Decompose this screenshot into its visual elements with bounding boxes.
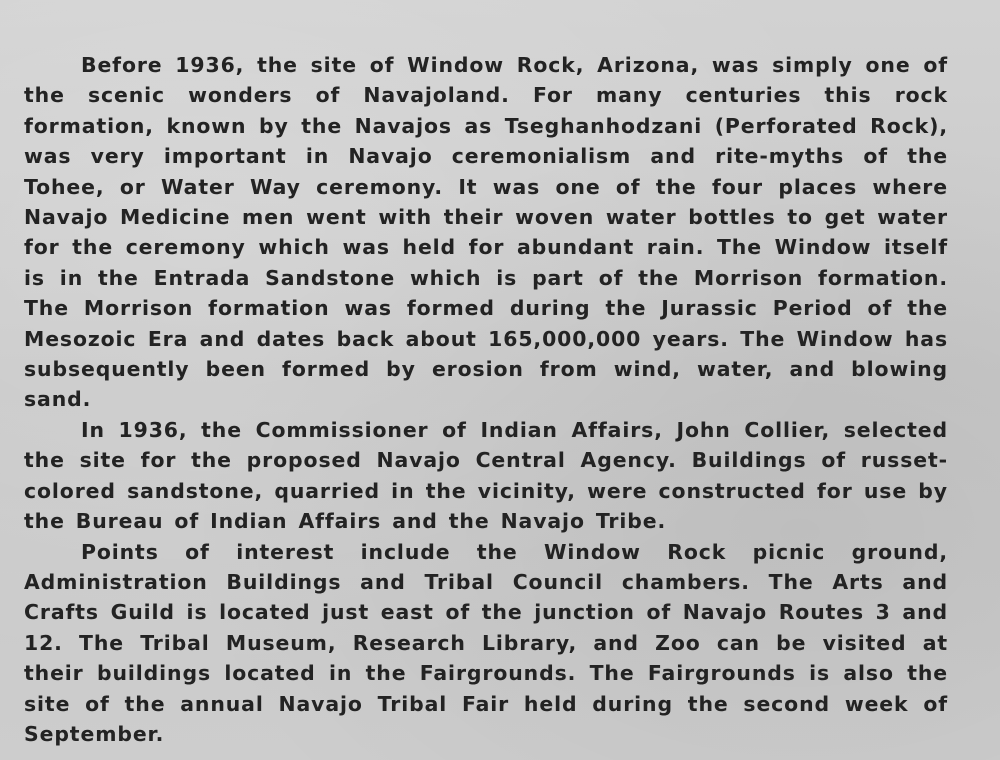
paragraph-points-of-interest: Points of interest include the Window Rock picnic ground, Administration Buildings and Tribal Council chambers. The Arts and Crafts Guild is located just east of the junction of Navajo Routes 3 and 12. The Tribal Museum, Research Library, and Zoo can be visited at their buildings located in the Fairgrounds. The Fairgrounds is also the site of the annual Navajo Tribal Fair held during the second week of September. xyxy=(24,539,948,746)
paragraph-history: Before 1936, the site of Window Rock, Arizona, was simply one of the scenic wonders of Navajoland. For many centuries this rock formation, known by the Navajos as Tseghanhodzani (Perforated Rock), was very important in Navajo ceremonialism and rite-myths of the Tohee, or Water Way ceremony. It was one of the four places where Navajo Medicine men went with their woven water bottles to get water for the ceremony which was held for abundant rain. The Window itself is in the Entrada Sandstone which is part of the Morrison formation. The Morrison formation was formed during the Jurassic Period of the Mesozoic Era and dates back about 165,000,000 years. The Window has subsequently been formed by erosion from wind, water, and blowing sand. xyxy=(24,53,948,412)
paragraph-agency: In 1936, the Commissioner of Indian Affairs, John Collier, selected the site for the proposed Navajo Central Agency. Buildings of russet-colored sandstone, quarried in the vicinity, were constructed for use by the Bureau of Indian Affairs and the Navajo Tribe. xyxy=(24,417,948,534)
